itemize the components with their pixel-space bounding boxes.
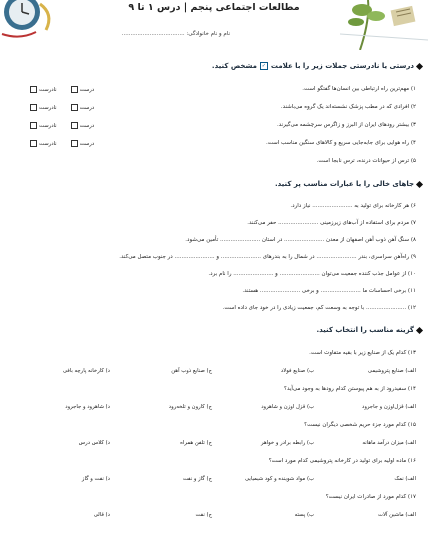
mcq-options-15 — [12, 440, 416, 446]
name-field[interactable]: نام و نام خانوادگی: .................................... — [121, 31, 230, 37]
option-b[interactable]: ب) قزل اوزن و شاهرود — [261, 404, 314, 410]
true-checkbox[interactable] — [71, 140, 78, 147]
fill-question-11: ۱۱) برخی احساسات ما ....................... و برخی ....................... هستند. — [242, 288, 416, 294]
tf-options-3: درست نادرست — [30, 122, 94, 129]
option-d[interactable]: د) کارخانه پارچه بافی — [62, 368, 110, 374]
option-d[interactable]: د) قالی — [93, 512, 110, 518]
bullet-diamond-icon — [416, 326, 423, 333]
option-d[interactable]: د) شاهرود و جاجرود — [65, 404, 110, 410]
option-c[interactable]: ج) صنایع ذوب آهن — [171, 368, 212, 374]
option-c[interactable]: ج) تلفن همراه — [180, 440, 212, 446]
mcq-question-15: ۱۵) کدام مورد جزء حریم شخصی دیگران نیست؟ — [304, 422, 416, 428]
tf-question-5: ۵) ترس از حیوانات درنده، ترس نابجا است. — [316, 158, 416, 164]
mcq-options-17 — [12, 512, 416, 518]
bullet-diamond-icon — [416, 62, 423, 69]
section-2-title: جاهای خالی را با عبارات مناسب پر کنید. — [275, 180, 422, 188]
option-a[interactable]: الف) قزل‌اوزن و جاجرود — [361, 404, 416, 410]
mcq-options-13 — [12, 368, 416, 374]
option-b[interactable]: ب) رابطه برادر و خواهر — [260, 440, 314, 446]
page-title: مطالعات اجتماعی پنجم | درس ۱ تا ۹ — [128, 2, 300, 13]
option-b[interactable]: ب) صنایع فولاد — [280, 368, 314, 374]
tf-question-3: ۳) بیشتر رودهای ایران از البرز و زاگرس سرچشمه می‌گیرند. — [277, 122, 416, 128]
tf-options-2: درست نادرست — [30, 104, 94, 111]
false-checkbox[interactable] — [30, 140, 37, 147]
fill-question-7: ۷) مردم برای استفاده از آب‌های زیرزمینی ....................... حفر می‌کنند. — [247, 220, 416, 226]
false-checkbox[interactable] — [30, 86, 37, 93]
fill-question-6: ۶) هر کارخانه برای تولید به ....................... نیاز دارد. — [290, 203, 416, 209]
tf-options-1: درست نادرست — [30, 86, 94, 93]
fill-question-10: ۱۰) از عوامل جذب کننده جمعیت می‌توان ....................... و ....................... را نام برد. — [208, 271, 416, 277]
mcq-question-17: ۱۷) کدام مورد از صادرات ایران نیست؟ — [325, 494, 416, 500]
tf-question-4: ۴) راه هوایی برای جابه‌جایی سریع و کالاهای سنگین مناسب است. — [266, 140, 416, 146]
mcq-options-14 — [12, 404, 416, 410]
mcq-question-13: ۱۳) کدام یک از صنایع زیر با بقیه متفاوت است. — [309, 350, 416, 356]
section-3-title: گزینه مناسب را انتخاب کنید. — [316, 326, 422, 334]
checkmark-box-icon: ✓ — [261, 63, 266, 69]
tf-options-4: درست نادرست — [30, 140, 94, 147]
fill-question-8: ۸) سنگ آهن ذوب آهن اصفهان از معدن ....................... در استان ....................... تأمین می‌شود. — [185, 237, 416, 243]
header — [0, 0, 428, 52]
mcq-question-14: ۱۴) سفیدرود از به هم پیوستن کدام رودها به وجود می‌آید؟ — [284, 386, 416, 392]
option-a[interactable]: الف) صنایع پتروشیمی — [367, 368, 416, 374]
option-c[interactable]: ج) نفت — [195, 512, 212, 518]
option-b[interactable]: ب) پسته — [294, 512, 314, 518]
option-a[interactable]: الف) ماشین آلات — [377, 512, 416, 518]
option-d[interactable]: د) کلاس درس — [78, 440, 110, 446]
fill-question-9: ۹) راه‌آهن سراسری، بندر ....................... در شمال را به بندرهای ....................... و ....................... در جنوب متصل می‌کند. — [119, 254, 416, 260]
option-b[interactable]: ب) مواد شوینده و کود شیمیایی — [244, 476, 314, 482]
option-a[interactable]: الف) نمک — [394, 476, 416, 482]
mcq-options-16 — [12, 476, 416, 482]
mcq-question-16: ۱۶) ماده اولیه برای تولید در کارخانه پتروشیمی کدام مورد است؟ — [268, 458, 416, 464]
false-checkbox[interactable] — [30, 122, 37, 129]
bullet-diamond-icon — [416, 180, 423, 187]
true-checkbox[interactable] — [71, 86, 78, 93]
option-a[interactable]: الف) میزان درآمد ماهانه — [362, 440, 416, 446]
tf-question-1: ۱) مهم‌ترین راه ارتباطی بین انسان‌ها گفتگو است. — [302, 86, 416, 92]
option-d[interactable]: د) نفت و گاز — [81, 476, 110, 482]
option-c[interactable]: ج) کارون و تلخه‌رود — [168, 404, 212, 410]
fill-question-12: ۱۲) ....................... با توجه به وسعت کم، جمعیت زیادی را در خود جای داده است. — [222, 305, 416, 311]
tf-question-2: ۲) افرادی که در مطب پزشک نشسته‌اند یک گروه می‌باشند. — [280, 104, 416, 110]
section-1-title: درستی یا نادرستی جملات زیر را با علامت ✓ مشخص کنید. — [212, 62, 422, 70]
true-checkbox[interactable] — [71, 122, 78, 129]
false-checkbox[interactable] — [30, 104, 37, 111]
option-c[interactable]: ج) گاز و نفت — [182, 476, 212, 482]
true-checkbox[interactable] — [71, 104, 78, 111]
